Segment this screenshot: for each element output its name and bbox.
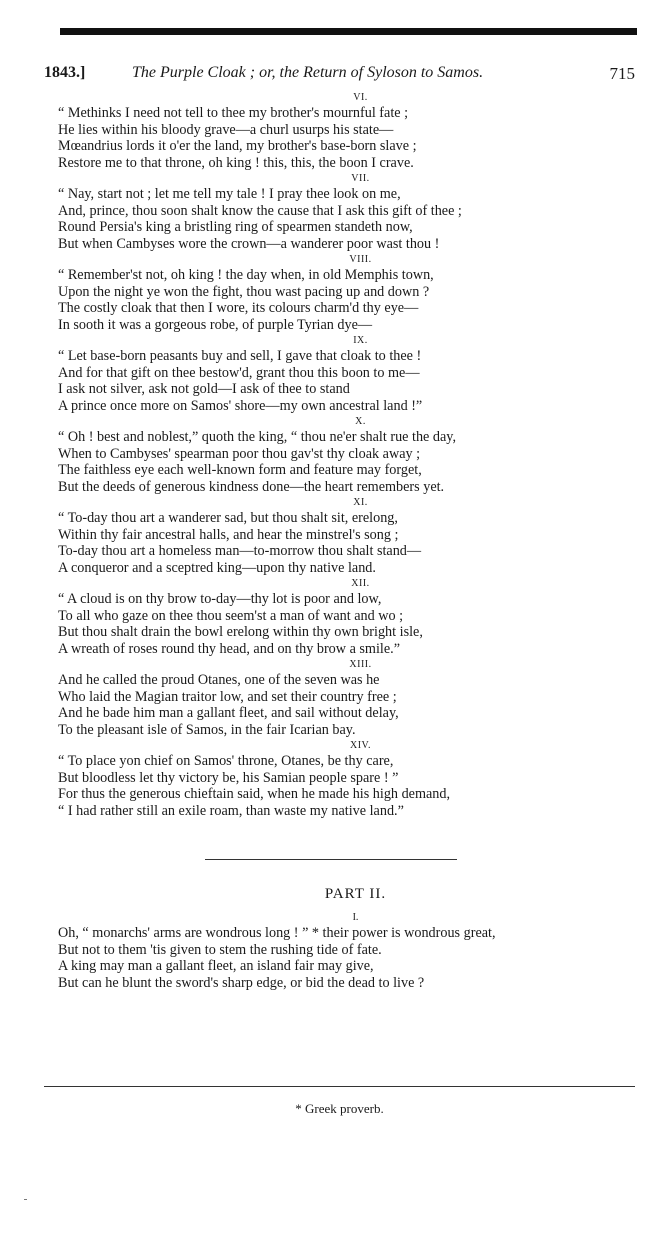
poem-body [58,91,633,991]
verse-line: But can he blunt the sword's sharp edge, or bid the dead to live ? [58,974,425,991]
verse-line: The costly cloak that then I wore, its colours charm'd thy eye— [58,300,419,316]
verse-line: To all who gaze on thee thou seem'st a man of want and wo ; [58,607,404,624]
verse-line: Round Persia's king a bristling ring of spearmen standeth now, [58,219,413,235]
verse-line: He lies within his bloody grave—a churl usurps his state— [58,121,394,138]
stanza [58,415,633,495]
verse-line: For thus the generous chieftain said, when he made his high demand, [58,786,451,802]
verse-line: Mœandrius lords it o'er the land, my brother's base-born slave ; [58,138,417,154]
verse-line: “ Oh ! best and noblest,” quoth the king, “ thou ne'er shalt rue the day, [58,429,456,445]
stanza [58,739,633,819]
verse-line: A conqueror and a sceptred king—upon thy native land. [58,559,376,576]
verse-line: I ask not silver, ask not gold—I ask of thee to stand [58,381,350,397]
verse-line: But thou shalt drain the bowl erelong within thy own bright isle, [58,624,423,640]
verse-line: In sooth it was a gorgeous robe, of purple Tyrian dye— [58,316,373,333]
stanza-number: VI. [353,92,368,103]
verse-line: And for that gift on thee bestow'd, grant thou this boon to me— [58,364,420,381]
stanza-number: XI. [353,497,368,508]
stanza-number: XIII. [349,659,372,670]
stanza [58,496,633,576]
scan-speck [24,1199,27,1200]
header-title: The Purple Cloak ; or, the Return of Syloson to Samos. [132,64,484,81]
running-header [44,64,635,86]
stanza-number: XIV. [350,740,371,751]
verse-line: When to Cambyses' spearman poor thou gav'st thy cloak away ; [58,445,421,462]
verse-line: “ Remember'st not, oh king ! the day when, in old Memphis town, [58,267,434,283]
stanza [58,253,633,333]
stanza-number: X. [355,416,366,427]
part2-stanza [58,925,633,991]
verse-line: Who laid the Magian traitor low, and set their country free ; [58,688,397,705]
verse-line: “ Let base-born peasants buy and sell, I gave that cloak to thee ! [58,348,422,364]
footnote-rule [44,1086,635,1087]
stanza [58,577,633,657]
verse-line: A prince once more on Samos' shore—my own ancestral land !” [58,397,423,414]
stanza-number: VII. [351,173,370,184]
verse-line: But when Cambyses wore the crown—a wanderer poor wast thou ! [58,235,440,252]
verse-line: But the deeds of generous kindness done—the heart remembers yet. [58,478,445,495]
header-year: 1843.] [44,64,86,81]
verse-line: “ To place yon chief on Samos' throne, Otanes, be thy care, [58,753,394,769]
verse-line: But not to them 'tis given to stem the rushing tide of fate. [58,941,382,958]
top-rule [60,28,637,35]
verse-line: And, prince, thou soon shalt know the cause that I ask this gift of thee ; [58,202,462,219]
verse-line: “ A cloud is on thy brow to-day—thy lot is poor and low, [58,591,382,607]
stanza-number: I. [352,912,359,923]
section-divider [205,859,457,860]
verse-line: And he bade him man a gallant fleet, and sail without delay, [58,705,399,721]
stanza-number: VIII. [349,254,372,265]
stanza-list [58,91,633,819]
verse-line: Within thy fair ancestral halls, and hear the minstrel's song ; [58,526,399,543]
stanza [58,334,633,414]
verse-line: But bloodless let thy victory be, his Samian people spare ! ” [58,769,399,786]
stanza [58,658,633,738]
verse-line: A wreath of roses round thy head, and on thy brow a smile.” [58,640,400,657]
stanza [58,172,633,252]
verse-line: A king may man a gallant fleet, an island fair may give, [58,958,374,974]
verse-line: “ Nay, start not ; let me tell my tale ! I pray thee look on me, [58,186,401,202]
page-number: 715 [609,64,635,83]
verse-line: “ Methinks I need not tell to thee my brother's mournful fate ; [58,105,409,121]
verse-line: To-day thou art a homeless man—to-morrow thou shalt stand— [58,543,422,559]
verse-line: Restore me to that throne, oh king ! this, this, the boon I crave. [58,154,414,171]
verse-line: “ To-day thou art a wanderer sad, but thou shalt sit, erelong, [58,510,398,526]
stanza-number: IX. [353,335,368,346]
verse-line: To the pleasant isle of Samos, in the fair Icarian bay. [58,721,356,738]
verse-line: Oh, “ monarchs' arms are wondrous long ! ” * their power is wondrous great, [58,925,496,941]
stanza [58,91,633,171]
verse-line: Upon the night ye won the fight, thou wast pacing up and down ? [58,283,430,300]
footnote: * Greek proverb. [295,1101,384,1116]
verse-line: And he called the proud Otanes, one of the seven was he [58,672,380,688]
verse-line: The faithless eye each well-known form and feature may forget, [58,462,422,478]
part-title: PART II. [324,886,387,902]
verse-line: “ I had rather still an exile roam, than waste my native land.” [58,802,404,819]
stanza-number: XII. [351,578,370,589]
